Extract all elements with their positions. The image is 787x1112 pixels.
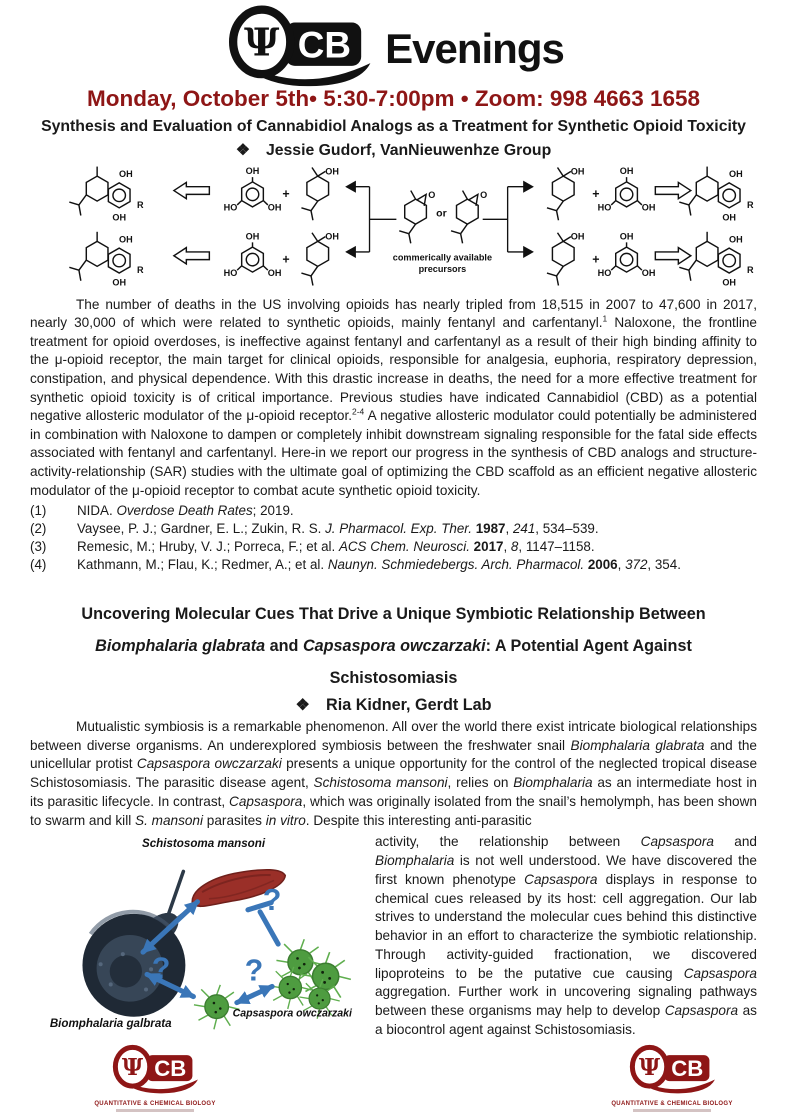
diamond-bullet-icon: ❖ <box>235 141 250 159</box>
reference-item <box>30 556 757 574</box>
header <box>30 8 757 84</box>
reference-number: (4) <box>30 556 47 572</box>
terpenol-structure <box>547 166 585 220</box>
scheme-caption: precursors <box>418 263 467 274</box>
synthesis-arrow <box>655 182 690 198</box>
event-schedule-line: Monday, October 5th• 5:30-7:00pm • Zoom: 998 4663 1658 <box>86 86 701 111</box>
epoxide-precursor-structure <box>451 190 487 243</box>
figure-label-protist: Capsaspora owczarzaki <box>232 1007 353 1020</box>
footer-logo-right <box>602 1044 742 1112</box>
cbd-structure <box>679 166 754 222</box>
talk2-abstract-intro: Mutualistic symbiosis is a remarkable phenomenon. All over the world there exist intricate biological relationships between diverse organisms. An underexplored symbiosis between the freshwater snail Biomphalaria glabrata and the unicellular protist Capsaspora owczarzaki presents a unique opportunity for the control of the neglected tropical disease Schistosomiasis. The parasitic disease agent, Schistosoma mansoni, relies on Biomphalaria as an intermediate host in its parasitic lifecycle. In contrast, Capsaspora, which was originally isolated from the snail’s hemolymph, has been shown to swarm and kill S. mansoni parasites in vitro. Despite this interesting anti-parasitic <box>30 718 758 828</box>
svg-text:+: + <box>282 251 290 266</box>
talk1-abstract: The number of deaths in the US involving opioids has nearly tripled from 18,515 in 2007 to 47,600 in 2017, nearly 30,000 of which were related to synthetic opioids, mainly fentanyl and carfentanyl.$^1$ Naloxone, the frontline treatment for opioid overdoses, is ineffective against fentanyl and carfentanyl as a result of their high binding affinity to the μ-opioid receptor, the main target for clinical opioids, responsible for analgesia, euphoria, respiratory depression, constipation, and physical dependence. With this drastic increase in deaths, the need for a more effective treatment for synthetic opioid toxicity is of critical importance. Previous studies have indicated Cannabidiol (CBD) as a potential negative allosteric modulator of the μ-opioid receptor.$^{2-4}$ A negative allosteric modulator could potentially be administered in combination with Naloxone to dampen or completely inhibit downstream signaling responsible for the fatal side effects associated with fentanyl and carfentanyl. Here-in we report our progress in the synthesis of CBD analogs and structure-activity-relationship (SAR) studies with the ultimate goal of optimizing the CBD scaffold as an efficient negative allosteric modulator of the μ-opioid receptor to combat acute synthetic opioid toxicity. <box>30 296 757 498</box>
cbd-structure <box>69 231 144 287</box>
reference-text: NIDA. Overdose Death Rates; 2019. <box>77 503 294 519</box>
talk1-title: Synthesis and Evaluation of Cannabidiol Analogs as a Treatment for Synthetic Opioid Toxicity <box>41 118 746 135</box>
retrosynthesis-arrow <box>174 247 209 263</box>
phloroglucinol-structure <box>598 166 656 212</box>
precursor-bracket-left <box>347 186 397 251</box>
reference-list <box>30 502 757 573</box>
talk1-speaker: Jessie Gudorf, VanNieuwenhze Group <box>265 141 552 159</box>
symbiosis-figure <box>30 833 375 1040</box>
cbd-structure <box>69 166 144 222</box>
qcb-logo-small <box>626 1044 718 1095</box>
phloroglucinol-structure <box>598 231 656 277</box>
talk2-section <box>30 598 757 1041</box>
phloroglucinol-structure <box>224 231 282 277</box>
footer-org-name: QUANTITATIVE & CHEMICAL BIOLOGY <box>611 1101 733 1108</box>
footer-org-name: QUANTITATIVE & CHEMICAL BIOLOGY <box>94 1101 216 1108</box>
talk1-section <box>30 117 757 574</box>
question-mark: ? <box>262 884 282 918</box>
talk2-title: Uncovering Molecular Cues That Drive a Unique Symbiotic Relationship Between Biomphalaria glabrata and Capsaspora owczarzaki: A Potential Agent Against Schistosomiasis <box>81 604 706 688</box>
talk2-speaker: Ria Kidner, Gerdt Lab <box>326 695 492 714</box>
reference-item <box>30 538 757 556</box>
svg-text:or: or <box>436 206 447 219</box>
footer <box>30 1042 757 1112</box>
question-mark: ? <box>244 954 264 988</box>
svg-text:+: + <box>592 251 600 266</box>
reference-item <box>30 520 757 538</box>
svg-text:+: + <box>592 186 600 201</box>
reference-text: Vaysee, P. J.; Gardner, E. L.; Zukin, R. S. J. Pharmacol. Exp. Ther. 1987, 241, 534–539. <box>77 521 599 537</box>
qcb-evenings-logo <box>223 4 375 89</box>
figure-label-parasite: Schistosoma mansoni <box>142 837 266 851</box>
footer-logo-left <box>85 1044 225 1112</box>
terpenol-structure <box>301 231 339 285</box>
interaction-arrow <box>237 987 272 1003</box>
brand-wordmark: Evenings <box>385 25 564 72</box>
epoxide-precursor-structure <box>399 190 435 243</box>
talk2-abstract-continued: activity, the relationship between Capsaspora and Biomphalaria is not well understood. We have discovered the first known phenotype Capsaspora displays in response to chemical cues released by its host: cell aggregation. Our lab strives to understand the molecular cues behind this distinctive behavior in an effort to characterize the symbiotic relationship. Through activity-guided fractionation, we discovered lipoproteins to be the putative cue causing Capsaspora aggregation. Further work in uncovering signaling pathways between these organisms may help to develop Capsaspora as a biocontrol agent against Schistosomiasis. <box>375 834 757 1037</box>
reference-number: (3) <box>30 538 47 554</box>
reference-item <box>30 502 757 520</box>
reference-text: Kathmann, M.; Flau, K.; Redmer, A.; et al. Naunyn. Schmiedebergs. Arch. Pharmacol. 2006, 372, 354. <box>77 556 681 572</box>
cbd-structure <box>679 231 754 287</box>
figure-label-snail: Biomphalaria galbrata <box>49 1017 172 1031</box>
talk1-speaker-line <box>30 140 757 160</box>
reaction-scheme-figure: OH R OH + + or commerically available precursors + + <box>30 163 757 291</box>
precursor-bracket-right <box>483 186 533 251</box>
reference-text: Remesic, M.; Hruby, V. J.; Porreca, F.; et al. ACS Chem. Neurosci. 2017, 8, 1147–1158. <box>77 538 595 554</box>
svg-text:+: + <box>282 186 290 201</box>
diamond-bullet-icon: ❖ <box>295 695 310 714</box>
qcb-logo-small <box>109 1044 201 1095</box>
retrosynthesis-arrow <box>174 182 209 198</box>
terpenol-structure <box>547 231 585 285</box>
reference-number: (2) <box>30 521 47 537</box>
symbiosis-diagram <box>30 833 368 1035</box>
question-mark: ? <box>151 952 171 986</box>
synthesis-arrow <box>655 247 690 263</box>
scheme-caption: commerically available <box>392 252 493 263</box>
talk2-speaker-line <box>30 695 757 715</box>
reference-number: (1) <box>30 503 47 519</box>
terpenol-structure <box>301 166 339 220</box>
phloroglucinol-structure <box>224 166 282 212</box>
